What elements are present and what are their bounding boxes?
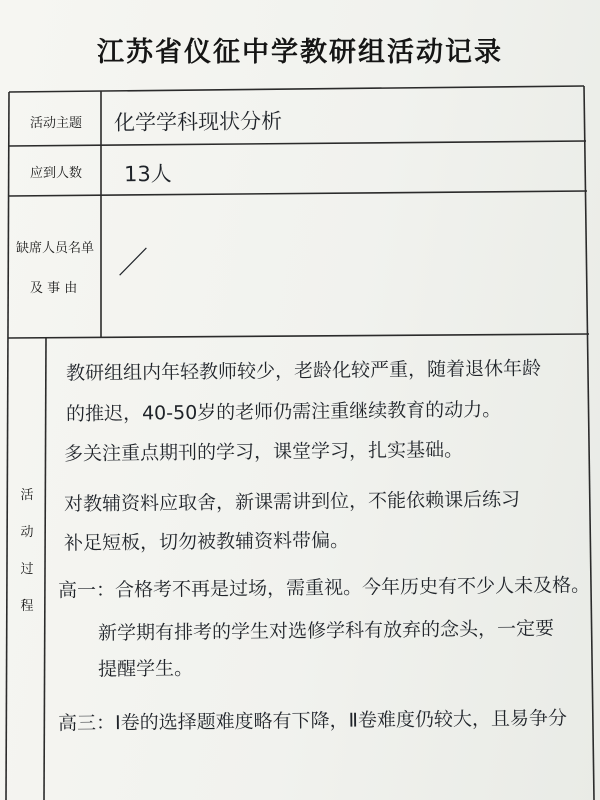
- process-line: 教研组组内年轻教师较少，老龄化较严重，随着退休年龄: [65, 357, 542, 385]
- process-line: 的推迟，40-50岁的老师仍需注重继续教育的动力。: [65, 398, 502, 426]
- attendance-value: 13人: [123, 161, 172, 187]
- process-label: [12, 484, 42, 632]
- process-label-char: 活: [20, 488, 34, 503]
- process-line: 高一：合格考不再是过场，需重视。今年历史有不少人未及格。: [57, 574, 591, 602]
- process-label-char: 过: [20, 562, 34, 577]
- absent-value: ／: [117, 245, 149, 282]
- process-line: 高三：Ⅰ卷的选择题难度略有下降，Ⅱ卷难度仍较大，且易争分: [57, 707, 568, 735]
- process-label-char: 动: [20, 525, 34, 540]
- process-label-char: 程: [20, 599, 34, 614]
- topic-value: 化学学科现状分析: [113, 109, 283, 135]
- process-line: 对教辅资料应取舍，新课需讲到位，不能依赖课后练习: [63, 488, 521, 516]
- process-line: 新学期有排考的学生对选修学科有放弃的念头，一定要: [97, 617, 555, 645]
- process-line: 提醒学生。: [97, 657, 194, 681]
- process-line: 多关注重点期刊的学习，课堂学习，扎实基础。: [63, 438, 464, 466]
- absent-reason-label: 及 事 由: [30, 281, 78, 296]
- page-title: 江苏省仪征中学教研组活动记录: [97, 37, 503, 68]
- attendance-label: 应到人数: [30, 166, 83, 181]
- topic-label: 活动主题: [30, 116, 83, 131]
- absent-label: 缺席人员名单: [16, 241, 95, 256]
- process-line: 补足短板，切勿被教辅资料带偏。: [63, 529, 350, 555]
